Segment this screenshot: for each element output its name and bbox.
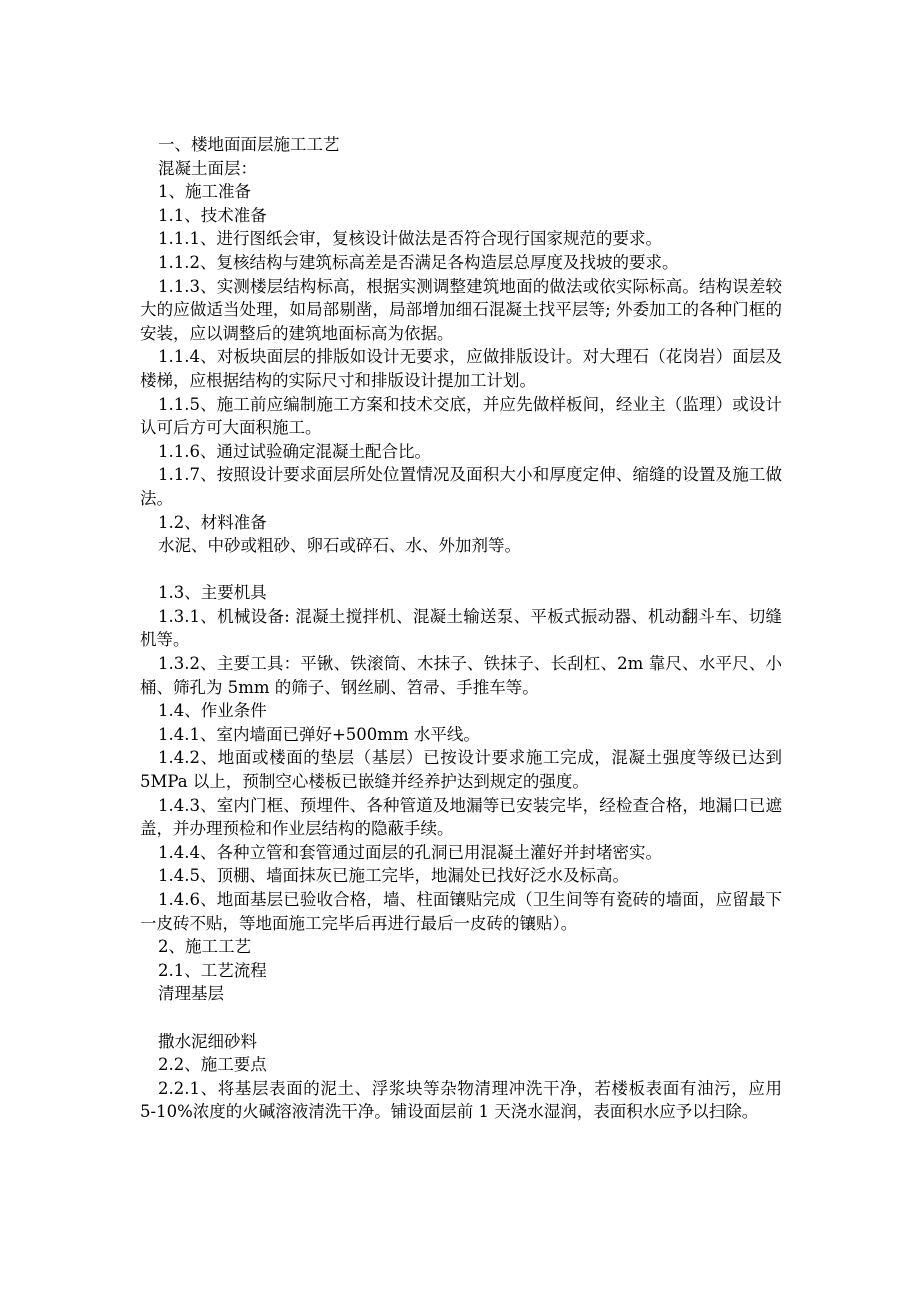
paragraph: 1.1.2、复核结构与建筑标高差是否满足各构造层总厚度及找坡的要求。: [158, 252, 679, 272]
item-heading: 1.1、技术准备: [158, 205, 267, 225]
paragraph: 1.1.5、施工前应编制施工方案和技术交底，并应先做样板间，经业主（监理）或设计认可后方可大面积施工。: [140, 394, 782, 438]
paragraph: 水泥、中砂或粗砂、卵石或碎石、水、外加剂等。: [158, 536, 521, 556]
flow-step: 清理基层: [158, 984, 224, 1004]
paragraph: 1.1.7、按照设计要求面层所处位置情况及面积大小和厚度定伸、缩缝的设置及施工做法。: [140, 465, 782, 508]
paragraph: 1.4.4、各种立管和套管通过面层的孔洞已用混凝土灌好并封堵密实。: [158, 842, 662, 862]
item-heading: 2、施工工艺: [158, 937, 251, 957]
section-heading: 一、楼地面面层施工工艺: [158, 135, 340, 154]
paragraph: 1.4.5、顶棚、墙面抹灰已施工完毕，地漏处已找好泛水及标高。: [158, 866, 629, 886]
paragraph: 1.4.1、室内墙面已弹好+500mm 水平线。: [158, 724, 480, 744]
subsection-heading: 混凝土面层：: [158, 158, 257, 178]
paragraph: 1.3.2、主要工具：平锹、铁滚筒、木抹子、铁抹子、长刮杠、2m 靠尺、水平尺、小桶、筛孔为 5mm 的筛子、钢丝刷、笤帚、手推车等。: [140, 654, 782, 697]
paragraph: 2.2.1、将基层表面的泥土、浮浆块等杂物清理冲洗干净，若楼板表面有油污，应用 5-10%浓度的火碱溶液清洗干净。铺设面层前 1 天浇水湿润，表面积水应予以扫除。: [140, 1078, 782, 1122]
paragraph: 1.4.3、室内门框、预埋件、各种管道及地漏等已安装完毕，经检查合格，地漏口已遮盖，并办理预检和作业层结构的隐蔽手续。: [140, 795, 782, 839]
paragraph: 1.3.1、机械设备: 混凝土搅拌机、混凝土输送泵、平板式振动器、机动翻斗车、切缝机等。: [140, 606, 782, 650]
paragraph: 1.4.6、地面基层已验收合格，墙、柱面镶贴完成（卫生间等有瓷砖的墙面，应留最下一皮砖不贴，等地面施工完毕后再进行最后一皮砖的镶贴）。: [140, 890, 782, 933]
item-heading: 1.4、作业条件: [158, 701, 267, 721]
paragraph: 1.1.1、进行图纸会审，复核设计做法是否符合现行国家规范的要求。: [158, 229, 662, 249]
item-heading: 1、施工准备: [158, 182, 251, 202]
document-body: [140, 133, 782, 1124]
paragraph: 1.1.4、对板块面层的排版如设计无要求，应做排版设计。对大理石（花岗岩）面层及楼梯，应根据结构的实际尺寸和排版设计提加工计划。: [140, 347, 782, 390]
blank-line: [140, 1006, 782, 1030]
item-heading: 2.2、施工要点: [158, 1055, 267, 1075]
paragraph: 1.1.3、实测楼层结构标高，根据实测调整建筑地面的做法或依实际标高。结构误差较大的应做适当处理，如局部剔凿，局部增加细石混凝土找平层等; 外委加工的各种门框的安装，应以调整后的建筑地面标高为依据。: [140, 276, 782, 343]
item-heading: 2.1、工艺流程: [158, 960, 267, 980]
blank-line: [140, 558, 782, 582]
paragraph: 1.4.2、地面或楼面的垫层（基层）已按设计要求施工完成，混凝土强度等级已达到 5MPa 以上，预制空心楼板已嵌缝并经养护达到规定的强度。: [140, 748, 782, 792]
item-heading: 1.2、材料准备: [158, 512, 267, 532]
paragraph: 1.1.6、通过试验确定混凝土配合比。: [158, 441, 431, 461]
item-heading: 1.3、主要机具: [158, 583, 267, 603]
flow-step: 撒水泥细砂料: [158, 1031, 257, 1051]
